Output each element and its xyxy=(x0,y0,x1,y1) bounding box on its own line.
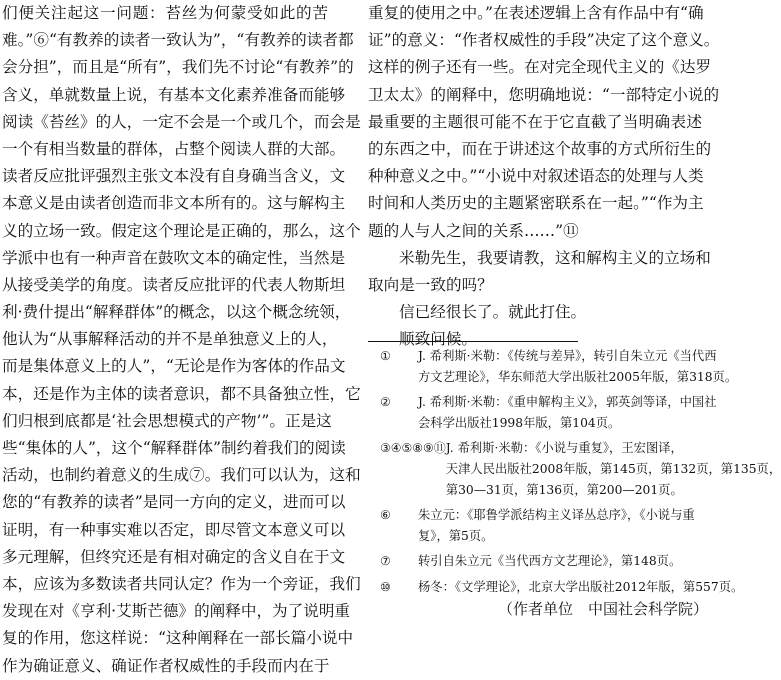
footnote-line: 复》，第5页。 xyxy=(418,528,494,543)
footnote xyxy=(380,505,702,546)
text-line: 本，应该为多数读者共同认定？作为一个旁证，我们 xyxy=(2,574,361,593)
text-line: 会分担”，而且是“所有”，我们先不讨论“有教养”的 xyxy=(2,58,354,77)
footnote-line: J. 希利斯·米勒：《重申解构主义》，郭英剑等译，中国社 xyxy=(418,395,717,410)
text-line: 复的作用，您这样说：“这种阐释在一部长篇小说中 xyxy=(2,629,354,648)
text-line: 含义，单就数量上说，有基本文化素养准备而能够 xyxy=(2,85,346,104)
text-line: 活动，也制约着意义的生成⑦。我们可以认为，这和 xyxy=(2,466,361,485)
text-line: 他认为“从事解释活动的并不是单独意义上的人， xyxy=(2,330,338,349)
footnote-number: ③④⑤⑧⑨⑪ xyxy=(380,441,446,456)
footnote-number: ⑦ xyxy=(380,554,391,569)
footnote-line: J. 希利斯·米勒：《小说与重复》，王宏图译， xyxy=(445,441,683,456)
footnote-text xyxy=(418,577,743,598)
footnote-text xyxy=(418,392,717,433)
text-line: 重复的使用之中。”在表述逻辑上含有作品中有“确 xyxy=(368,4,704,22)
text-line: 些“集体的人”，这个“解释群体”制约着我们的阅读 xyxy=(2,439,346,457)
footnote-number: ⑩ xyxy=(380,579,391,594)
left-column xyxy=(2,0,361,680)
text-line: 难。”⑥“有教养的读者一致认为”，“有教养的读者都 xyxy=(2,31,354,50)
footnote-divider xyxy=(368,341,578,342)
text-line: 这样的例子还有一些。在对完全现代主义的《达罗 xyxy=(368,58,712,77)
text-line: 卫太太》的阐释中，您明确地说：“一部特定小说的 xyxy=(368,85,720,104)
text-line: 时间和人类历史的主题紧密联系在一起。”“作为主 xyxy=(368,194,704,213)
footnote-number: ② xyxy=(380,395,391,410)
text-line: 本意义是由读者创造而非文本所有的。这与解构主 xyxy=(2,194,346,213)
text-line: 多元理解，但终究还是有相对确定的含义自在于文 xyxy=(2,547,346,566)
text-line: 们便关注起这一问题：苔丝为何蒙受如此的苦 xyxy=(2,4,328,22)
footnote-text xyxy=(418,551,702,572)
text-line: 作为确证意义、确证作者权威性的手段而内在于 xyxy=(2,656,330,675)
footnotes xyxy=(380,346,781,598)
text-line: 题的人与人之间的关系……”⑪ xyxy=(368,221,579,240)
text-line: 义的立场一致。假定这个理论是正确的，那么，这个 xyxy=(2,221,361,240)
text-line: 读者反应批评强烈主张文本没有自身确当含义，文 xyxy=(2,167,346,186)
footnote-line: 会科学出版社1998年版，第104页。 xyxy=(418,415,621,430)
text-line: 利·费什提出“解释群体”的概念，以这个概念统领， xyxy=(2,303,351,322)
footnote-text xyxy=(418,346,737,387)
text-line: 您的“有教养的读者”是同一方向的定义，进而可以 xyxy=(2,493,346,512)
footnote-line: 转引自朱立元《当代西方文艺理论》，第148页。 xyxy=(418,554,682,569)
footnote-line: J. 希利斯·米勒：《传统与差异》，转引自朱立元《当代西 xyxy=(418,349,717,363)
text-line: 种种意义之中。”“小说中对叙述语态的处理与人类 xyxy=(368,167,704,186)
text-line: 顺致问候。 xyxy=(399,330,477,349)
text-line: 米勒先生，我要请教，这和解构主义的立场和 xyxy=(399,248,711,267)
footnote-line: 第30—31页，第136页，第200—201页。 xyxy=(445,482,683,497)
footnote xyxy=(380,577,744,598)
footnote xyxy=(380,392,717,433)
text-line: 们归根到底都是‘社会思想模式的产物’”。正是这 xyxy=(2,411,332,430)
footnote-line: 天津人民出版社2008年版，第145页，第132页，第135页， xyxy=(445,461,781,476)
footnote xyxy=(380,438,781,500)
footnote-text xyxy=(446,438,781,500)
footnote-text xyxy=(418,505,702,546)
text-line: 本，还是作为主体的读者意识，都不具备独立性，它 xyxy=(2,384,361,403)
footnote-line: 方文艺理论》，华东师范大学出版社2005年版，第318页。 xyxy=(418,369,738,384)
text-line: 证”的意义：“作者权威性的手段”决定了这个意义。 xyxy=(368,31,720,50)
text-line: 一个有相当数量的群体，占整个阅读人群的大部。 xyxy=(2,139,346,158)
text-line: 取向是一致的吗？ xyxy=(368,275,493,294)
text-line: 的东西之中，而在于讲述这个故事的方式所衍生的 xyxy=(368,139,712,158)
text-line: 信已经很长了。就此打住。 xyxy=(399,303,587,322)
text-line: 阅读《苔丝》的人，一定不会是一个或几个，而会是 xyxy=(2,112,361,131)
text-line: 学派中也有一种声音在鼓吹文本的确定性，当然是 xyxy=(2,248,346,267)
text-line: 发现在对《亨利·艾斯芒德》的阐释中，为了说明重 xyxy=(2,602,351,621)
footnote-line: 杨冬：《文学理论》，北京大学出版社2012年版，第557页。 xyxy=(418,579,744,594)
footnote-line: 朱立元：《耶鲁学派结构主义译丛总序》，《小说与重 xyxy=(418,508,695,523)
text-line: 证明，有一种事实难以否定，即尽管文本意义可以 xyxy=(2,520,346,539)
footnote xyxy=(380,551,702,572)
footnote xyxy=(380,346,738,387)
right-column xyxy=(368,0,720,353)
text-line: 最重要的主题很可能不在于它直截了当明确表述 xyxy=(368,112,702,131)
text-line: 而是集体意义上的人”，“无论是作为客体的作品文 xyxy=(2,357,346,376)
footnote-number: ① xyxy=(380,349,391,363)
text-line: 从接受美学的角度。读者反应批评的代表人物斯坦 xyxy=(2,275,346,294)
author-affiliation: （作者单位 中国社会科学院） xyxy=(498,600,709,618)
footnote-number: ⑥ xyxy=(380,508,391,523)
